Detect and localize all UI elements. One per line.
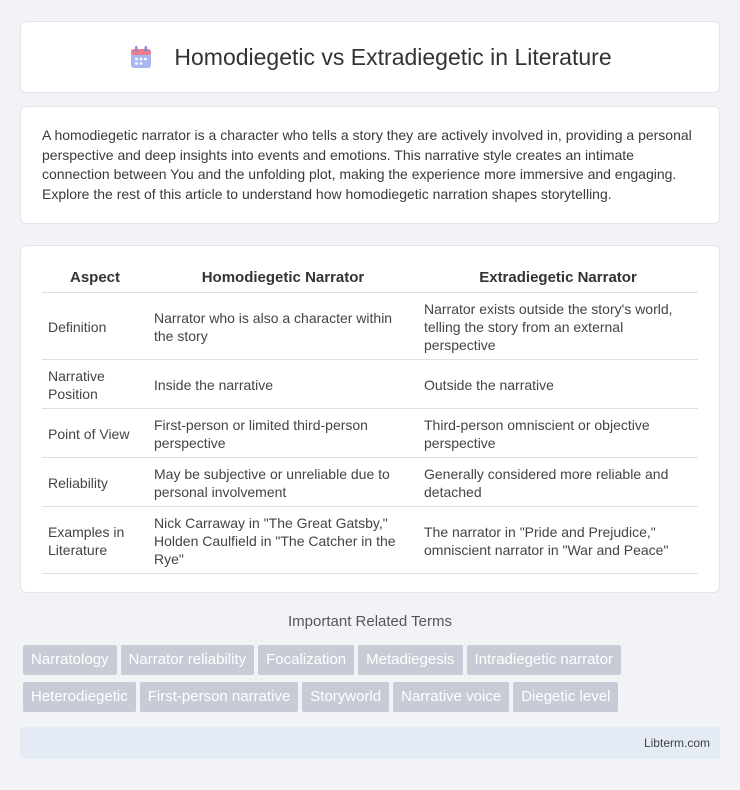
tag-narratology[interactable]: Narratology xyxy=(23,645,117,675)
tag-narrative-voice[interactable]: Narrative voice xyxy=(393,682,509,712)
tag-storyworld[interactable]: Storyworld xyxy=(302,682,389,712)
table-row xyxy=(42,408,698,457)
table-cell-aspect: Reliability xyxy=(42,457,148,506)
table-header-homodiegetic: Homodiegetic Narrator xyxy=(148,266,418,292)
tag-narrator-reliability[interactable]: Narrator reliability xyxy=(121,645,255,675)
tag-heterodiegetic[interactable]: Heterodiegetic xyxy=(23,682,136,712)
related-terms-list xyxy=(23,645,723,719)
table-cell-homodiegetic: Narrator who is also a character within the story xyxy=(148,292,418,359)
table-cell-homodiegetic: May be subjective or unreliable due to personal involvement xyxy=(148,457,418,506)
table-header-aspect: Aspect xyxy=(42,266,148,292)
tag-first-person-narrative[interactable]: First-person narrative xyxy=(140,682,299,712)
table-row xyxy=(42,359,698,408)
footer xyxy=(20,727,720,759)
tag-metadiegesis[interactable]: Metadiegesis xyxy=(358,645,462,675)
calendar-icon xyxy=(128,44,154,70)
related-terms-title: Important Related Terms xyxy=(288,613,452,630)
table-header-extradiegetic: Extradiegetic Narrator xyxy=(418,266,698,292)
table-row xyxy=(42,457,698,506)
table-cell-aspect: Narrative Position xyxy=(42,359,148,408)
tag-diegetic-level[interactable]: Diegetic level xyxy=(513,682,618,712)
table-cell-extradiegetic: The narrator in "Pride and Prejudice," omniscient narrator in "War and Peace" xyxy=(418,506,698,573)
table-cell-homodiegetic: Nick Carraway in "The Great Gatsby," Holden Caulfield in "The Catcher in the Rye" xyxy=(148,506,418,573)
table-row xyxy=(42,506,698,573)
tag-focalization[interactable]: Focalization xyxy=(258,645,354,675)
table-header-row xyxy=(42,266,698,292)
title-card xyxy=(20,21,720,93)
table-cell-extradiegetic: Third-person omniscient or objective perspective xyxy=(418,408,698,457)
table-cell-homodiegetic: Inside the narrative xyxy=(148,359,418,408)
table-cell-extradiegetic: Narrator exists outside the story's world, telling the story from an external perspective xyxy=(418,292,698,359)
table-cell-extradiegetic: Outside the narrative xyxy=(418,359,698,408)
comparison-table-card xyxy=(20,245,720,593)
intro-paragraph: A homodiegetic narrator is a character who tells a story they are actively involved in, providing a personal perspective and deep insights into events and emotions. This narrative style creates an intimate connection between You and the unfolding plot, making the experience more immersive and engaging. Explore the rest of this article to understand how homodiegetic narration shapes storytelling. xyxy=(20,106,720,224)
table-cell-aspect: Examples in Literature xyxy=(42,506,148,573)
table-row xyxy=(42,292,698,359)
table-cell-aspect: Definition xyxy=(42,292,148,359)
page-title: Homodiegetic vs Extradiegetic in Literature xyxy=(174,43,612,70)
comparison-table xyxy=(42,266,698,574)
table-cell-aspect: Point of View xyxy=(42,408,148,457)
tag-intradiegetic-narrator[interactable]: Intradiegetic narrator xyxy=(467,645,621,675)
footer-site-link[interactable]: Libterm.com xyxy=(643,736,710,750)
table-cell-homodiegetic: First-person or limited third-person perspective xyxy=(148,408,418,457)
table-cell-extradiegetic: Generally considered more reliable and detached xyxy=(418,457,698,506)
